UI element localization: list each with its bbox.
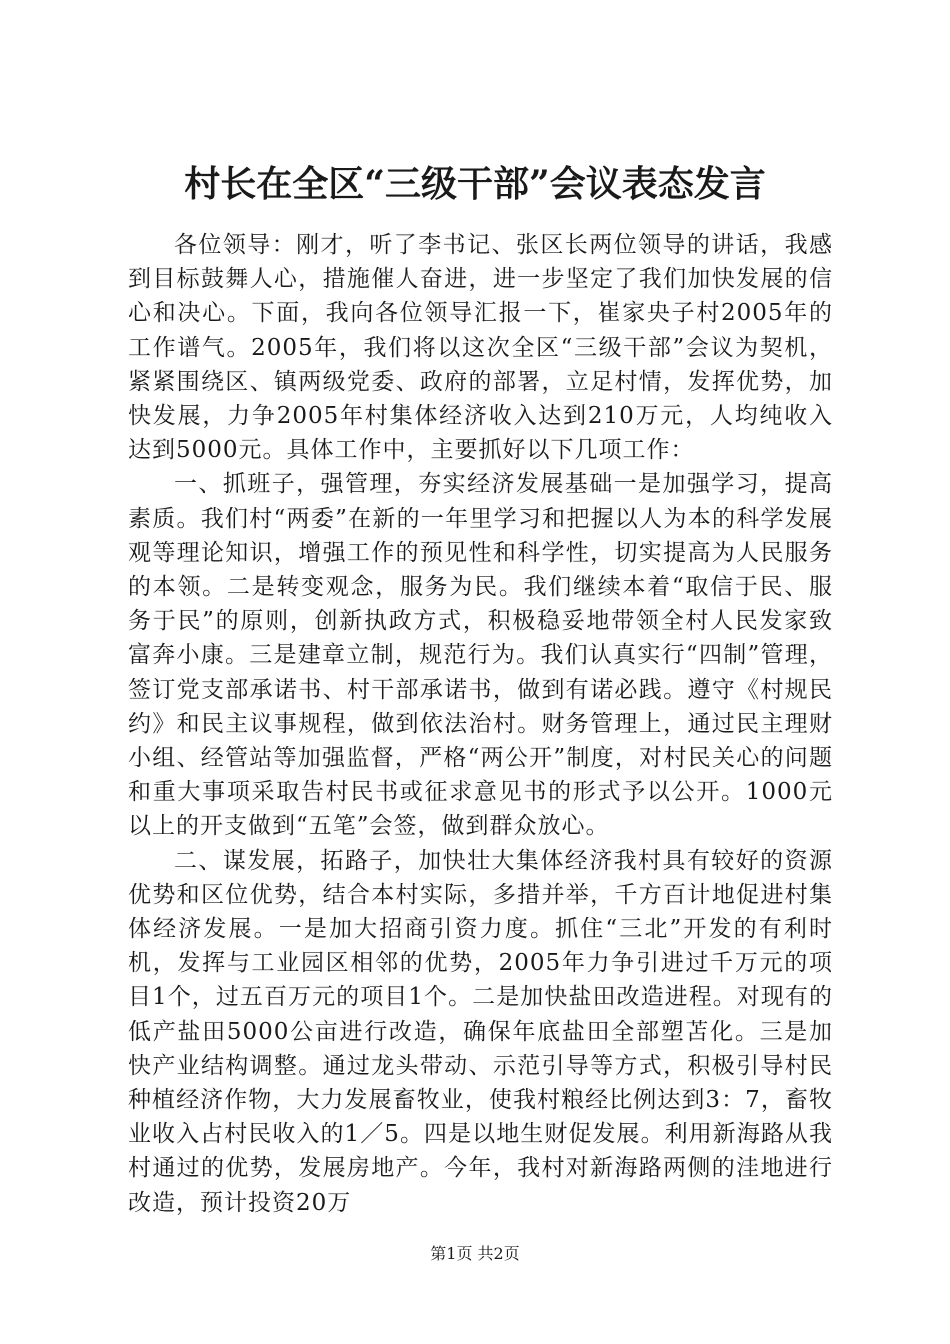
paragraph-intro: 各位领导：刚才，听了李书记、张区长两位领导的讲话，我感到目标鼓舞人心，措施催人奋进，进一步坚定了我们加快发展的信心和决心。下面，我向各位领导汇报一下，崔家央子村2005年的工作谱气。2005年，我们将以这次全区“三级干部”会议为契机，紧紧围绕区、镇两级党委、政府的部署，立足村情，发挥优势，加快发展，力争2005年村集体经济收入达到210万元，人均纯收入达到5000元。具体工作中，主要抓好以下几项工作： (128, 232, 833, 464)
paragraph-section-two: 二、谋发展，拓路子，加快壮大集体经济我村具有较好的资源优势和区位优势，结合本村实际，多措并举，千方百计地促进村集体经济发展。一是加大招商引资力度。抓住“三北”开发的有利时机，发挥与工业园区相邻的优势，2005年力争引进过千万元的项目1个，过五百万元的项目1个。二是加快盐田改造进程。对现有的低产盐田5000公亩进行改造，确保年底盐田全部塑苫化。三是加快产业结构调整。通过龙头带动、示范引导等方式，积极引导村民种植经济作物，大力发展畜牧业，使我村粮经比例达到3：7，畜牧业收入占村民收入的1／5。四是以地生财促发展。利用新海路从我村通过的优势，发展房地产。今年，我村对新海路两侧的洼地进行改造，预计投资20万 (128, 847, 833, 1216)
document-body (128, 228, 833, 1220)
document-title: 村长在全区“三级干部”会议表态发言 (184, 163, 766, 205)
page-footer: 第1页 共2页 (430, 1244, 520, 1263)
paragraph-section-one: 一、抓班子，强管理，夯实经济发展基础一是加强学习，提高素质。我们村“两委”在新的一年里学习和把握以人为本的科学发展观等理论知识，增强工作的预见性和科学性，切实提高为人民服务的本领。二是转变观念，服务为民。我们继续本着“取信于民、服务于民”的原则，创新执政方式，积极稳妥地带领全村人民发家致富奔小康。三是建章立制，规范行为。我们认真实行“四制”管理，签订党支部承诺书、村干部承诺书，做到有诺必践。遵守《村规民约》和民主议事规程，做到依法治村。财务管理上，通过民主理财小组、经管站等加强监督，严格“两公开”制度，对村民关心的问题和重大事项采取告村民书或征求意见书的形式予以公开。1000元以上的开支做到“五笔”会签，做到群众放心。 (128, 471, 833, 840)
